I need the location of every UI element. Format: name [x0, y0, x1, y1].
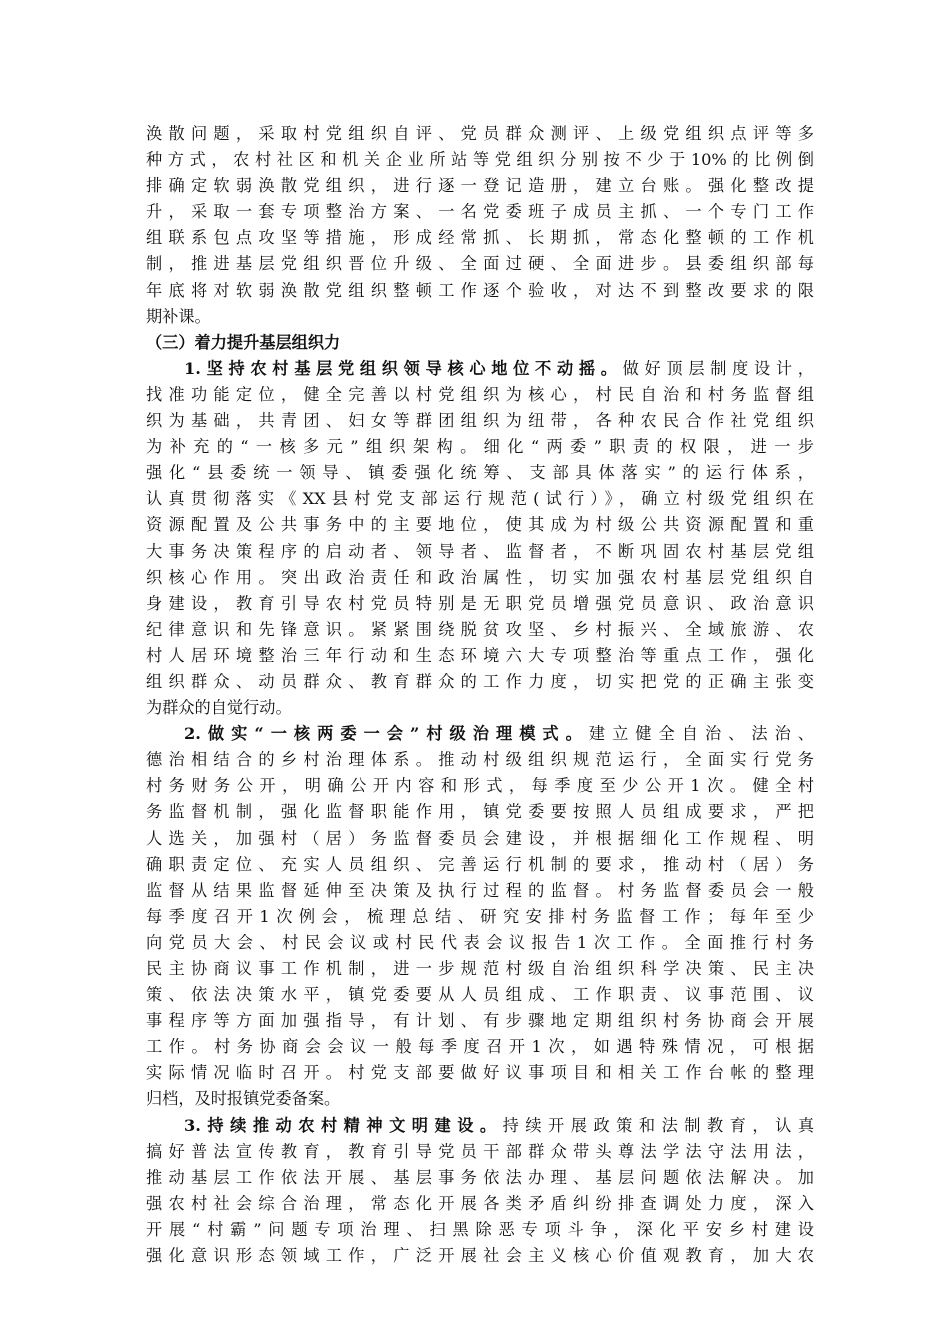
line-text: 人选关，加强村（居）务监督委员会建设，并根据细化工作规程、明 — [146, 828, 814, 848]
text-line — [146, 565, 814, 591]
text-line — [146, 982, 814, 1008]
text-line — [146, 304, 814, 330]
text-line — [146, 486, 814, 512]
line-text: 织核心作用。突出政治责任和政治属性，切实加强农村基层党组织自 — [146, 567, 814, 587]
line-text: 持续开展政策和法制教育，认真 — [502, 1115, 814, 1135]
text-line — [146, 878, 814, 904]
text-line — [146, 1086, 814, 1112]
text-line — [146, 747, 814, 773]
line-text: 向党员大会、村民会议或村民代表会议报告1次工作。全面推行村务 — [146, 932, 814, 952]
section-heading — [146, 330, 814, 356]
text-line — [146, 1165, 814, 1191]
line-text: 监督从结果监督延伸至决策及执行过程的监督。村务监督委员会一般 — [146, 880, 814, 900]
text-line — [146, 904, 814, 930]
line-text: 归档，及时报镇党委备案。 — [146, 1089, 341, 1109]
line-text: 排确定软弱涣散党组织，进行逐一登记造册，建立台账。强化整改提 — [146, 176, 814, 196]
line-text: 大事务决策程序的启动者、领导者、监督者，不断巩固农村基层党组 — [146, 541, 814, 561]
text-line — [146, 669, 814, 695]
line-text: 期补课。 — [146, 306, 211, 326]
text-line — [146, 1008, 814, 1034]
line-text: 村人居环境整治三年行动和生态环境六大专项整治等重点工作，强化 — [146, 645, 814, 665]
text-line — [146, 382, 814, 408]
text-line — [146, 147, 814, 173]
line-text: 认真贯彻落实《XX县村党支部运行规范(试行）》，确立村级党组织在 — [146, 489, 814, 509]
line-text: 涣散问题，采取村党组织自评、党员群众测评、上级党组织点评等多 — [146, 124, 814, 143]
line-text: 推动基层工作依法开展、基层事务依法办理、基层问题依法解决。加 — [146, 1167, 814, 1187]
text-line — [146, 121, 814, 147]
line-text: 事程序等方面加强指导，有计划、有步骤地定期组织村务协商会开展 — [146, 1011, 814, 1031]
line-text: 为补充的“一核多元”组织架构。细化“两委”职责的权限，进一步 — [146, 437, 814, 457]
text-line — [146, 799, 814, 825]
line-text: 工作。村务协商会会议一般每季度召开1次，如遇特殊情况，可根据 — [146, 1037, 814, 1057]
text-line — [146, 852, 814, 878]
line-text: 建立健全自治、法治、 — [588, 724, 814, 744]
text-line — [146, 251, 814, 277]
document-body — [146, 121, 814, 1269]
line-text: 身建设，教育引导农村党员特别是无职党员增强党员意识、政治意识 — [146, 593, 814, 613]
line-text: 资源配置及公共事务中的主要地位，使其成为村级公共资源配置和重 — [146, 515, 814, 535]
text-line — [146, 278, 814, 304]
line-text: 策、依法决策水平，镇党委要从人员组成、工作职责、议事范围、议 — [146, 985, 814, 1005]
text-line — [146, 460, 814, 486]
text-line — [146, 1243, 814, 1269]
text-line — [146, 173, 814, 199]
text-line — [146, 539, 814, 565]
line-text: 搞好普法宣传教育，教育引导党员干部群众带头尊法学法守法用法， — [146, 1141, 814, 1161]
text-line — [146, 591, 814, 617]
line-text: 每季度召开1次例会，梳理总结、研究安排村务监督工作；每年至少 — [146, 906, 814, 926]
text-line — [146, 199, 814, 225]
line-text: 年底将对软弱涣散党组织整顿工作逐个验收，对达不到整改要求的限 — [146, 280, 814, 300]
text-line — [146, 1060, 814, 1086]
text-line — [146, 1034, 814, 1060]
line-text: 找准功能定位，健全完善以村党组织为核心，村民自治和村务监督组 — [146, 384, 814, 404]
paragraph-lead-title: 1.坚持农村基层党组织领导核心地位不动摇。 — [184, 358, 623, 378]
line-text: 纪律意识和先锋意识。紧紧围绕脱贫攻坚、乡村振兴、全域旅游、农 — [146, 619, 814, 639]
line-text: 民主协商议事工作机制，进一步规范村级自治组织科学决策、民主决 — [146, 959, 814, 978]
line-text: 织为基础，共青团、妇女等群团组织为纽带，各种农民合作社党组织 — [146, 411, 814, 431]
line-text: 制，推进基层党组织晋位升级、全面过硬、全面进步。县委组织部每 — [146, 254, 814, 274]
text-line — [146, 1139, 814, 1165]
text-line — [146, 956, 814, 982]
text-line — [146, 773, 814, 799]
line-text: 组联系包点攻坚等措施，形成经常抓、长期抓，常态化整顿的工作机 — [146, 228, 814, 248]
line-text: 强化意识形态领域工作，广泛开展社会主义核心价值观教育，加大农 — [146, 1246, 814, 1266]
line-text: 实际情况临时召开。村党支部要做好议事项目和相关工作台帐的整理 — [146, 1063, 814, 1083]
line-text: （三）着力提升基层组织力 — [146, 332, 341, 352]
line-text: 开展“村霸”问题专项治理、扫黑除恶专项斗争，深化平安乡村建设 — [146, 1219, 814, 1239]
line-text: 强农村社会综合治理，常态化开展各类矛盾纠纷排查调处力度，深入 — [146, 1193, 814, 1213]
line-text: 务监督机制，强化监督职能作用，镇党委要按照人员组成要求，严把 — [146, 802, 814, 822]
text-line — [146, 356, 814, 382]
line-text: 组织群众、动员群众、教育群众的工作力度，切实把党的正确主张变 — [146, 671, 814, 691]
text-line — [146, 930, 814, 956]
line-text: 升，采取一套专项整治方案、一名党委班子成员主抓、一个专门工作 — [146, 202, 814, 222]
text-line — [146, 434, 814, 460]
text-line — [146, 617, 814, 643]
paragraph-lead-title: 3.持续推动农村精神文明建设。 — [184, 1115, 503, 1135]
line-text: 种方式，农村社区和机关企业所站等党组织分别按不少于10%的比例倒 — [146, 150, 814, 170]
line-text: 确职责定位、充实人员组织、完善运行机制的要求，推动村（居）务 — [146, 854, 814, 874]
line-text: 强化“县委统一领导、镇委强化统筹、支部具体落实”的运行体系， — [146, 463, 814, 483]
line-text: 村务财务公开，明确公开内容和形式，每季度至少公开1次。健全村 — [146, 776, 814, 796]
text-line — [146, 721, 814, 747]
paragraph-lead-title: 2.做实“一核两委一会”村级治理模式。 — [184, 724, 589, 744]
text-line — [146, 225, 814, 251]
text-line — [146, 695, 814, 721]
text-line — [146, 512, 814, 538]
text-line — [146, 1113, 814, 1139]
line-text: 德治相结合的乡村治理体系。推动村级组织规范运行，全面实行党务 — [146, 750, 814, 770]
text-line — [146, 643, 814, 669]
line-text: 做好顶层制度设计， — [622, 358, 814, 378]
text-line — [146, 1217, 814, 1243]
text-line — [146, 1191, 814, 1217]
text-line — [146, 826, 814, 852]
line-text: 为群众的自觉行动。 — [146, 698, 292, 718]
text-line — [146, 408, 814, 434]
